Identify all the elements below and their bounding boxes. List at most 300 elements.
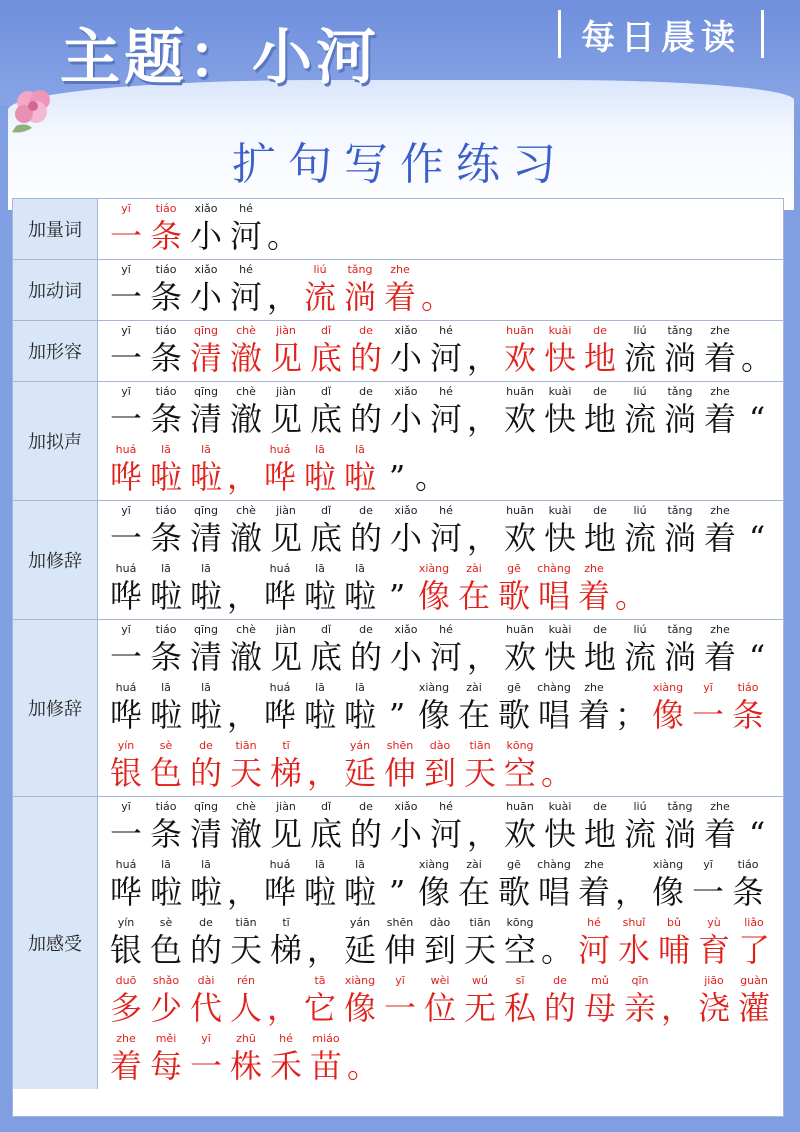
pinyin: de (359, 623, 373, 636)
char-cell (306, 384, 346, 438)
pinyin: huān (506, 385, 534, 398)
added-word-char (494, 561, 534, 615)
char-cell (260, 561, 300, 615)
char-cell (540, 503, 580, 557)
char-cell (700, 323, 740, 377)
char-cell (106, 384, 146, 438)
row-label: 加修辞 (13, 620, 98, 796)
pinyin: shēn (386, 739, 414, 752)
pinyin: tǎng (667, 800, 693, 813)
exercise-row (13, 199, 783, 260)
added-word-char (540, 323, 580, 377)
hanzi: ” (388, 873, 406, 911)
char-cell (494, 857, 534, 911)
hanzi: 的 (543, 989, 576, 1027)
pinyin: jiāo (704, 974, 724, 987)
pinyin: dǐ (320, 385, 332, 398)
hanzi: 底 (309, 339, 342, 377)
pinyin: liú (633, 385, 647, 398)
char-cell (346, 384, 386, 438)
char-cell (146, 262, 186, 316)
char-cell (460, 915, 500, 969)
pinyin: qīng (194, 385, 218, 398)
hanzi: 啦 (189, 696, 222, 734)
pinyin: duō (115, 974, 137, 987)
hanzi: ， (266, 989, 299, 1027)
added-word-char (420, 738, 460, 792)
char-cell (580, 799, 620, 853)
pinyin: huá (269, 858, 291, 871)
char-cell (700, 622, 740, 676)
hanzi: 淌 (663, 339, 696, 377)
hanzi: 在 (457, 696, 490, 734)
added-word-char (614, 915, 654, 969)
pinyin: tǎng (667, 385, 693, 398)
pinyin: tā (314, 974, 326, 987)
pinyin: gē (507, 562, 521, 575)
hanzi: 条 (731, 873, 764, 911)
added-word-char (226, 1031, 266, 1085)
char-cell (414, 680, 454, 734)
hanzi: 歌 (497, 696, 530, 734)
hanzi: 梯 (269, 931, 302, 969)
char-cell (146, 915, 186, 969)
char-cell (540, 915, 574, 969)
pinyin: yán (349, 739, 371, 752)
hanzi: 欢 (503, 519, 536, 557)
hanzi: 着 (703, 339, 736, 377)
pinyin: yī (121, 385, 131, 398)
hanzi: 流 (623, 519, 656, 557)
pinyin: chè (236, 800, 256, 813)
char-cell (426, 323, 466, 377)
pinyin: liú (633, 504, 647, 517)
added-word-char (146, 1031, 186, 1085)
pinyin: jiàn (276, 504, 296, 517)
hanzi: 着 (577, 577, 610, 615)
text-line (106, 384, 783, 442)
added-word-char (380, 738, 420, 792)
text-line (106, 973, 783, 1031)
pinyin: qīng (194, 504, 218, 517)
char-cell (106, 915, 146, 969)
hanzi: 株 (229, 1047, 262, 1085)
hanzi: 啦 (303, 696, 336, 734)
hanzi: 着 (703, 815, 736, 853)
pinyin: chè (236, 623, 256, 636)
pinyin: lā (161, 681, 171, 694)
char-cell (466, 503, 500, 557)
char-cell (386, 323, 426, 377)
hanzi: 河 (229, 278, 262, 316)
pinyin: huān (506, 800, 534, 813)
char-cell (300, 561, 340, 615)
hanzi: 啦 (303, 577, 336, 615)
hanzi: 地 (583, 815, 616, 853)
hanzi: 一 (109, 815, 142, 853)
char-cell (146, 622, 186, 676)
hanzi: 小 (389, 815, 422, 853)
hanzi: ， (226, 696, 259, 734)
hanzi: 色 (149, 931, 182, 969)
char-cell (414, 857, 454, 911)
hanzi: 哺 (657, 931, 690, 969)
pinyin: de (359, 800, 373, 813)
pinyin: shǎo (152, 974, 180, 987)
pinyin: de (593, 385, 607, 398)
char-cell (580, 384, 620, 438)
added-word-char (340, 973, 380, 1027)
hanzi: ” (388, 696, 406, 734)
pinyin: liú (633, 623, 647, 636)
hanzi: 清 (189, 339, 222, 377)
char-cell (186, 561, 226, 615)
hanzi: 。 (414, 458, 447, 496)
char-cell (266, 201, 300, 255)
added-word-char (146, 442, 186, 496)
char-cell (306, 622, 346, 676)
pinyin: lā (201, 681, 211, 694)
hanzi: ， (466, 815, 499, 853)
char-cell (346, 799, 386, 853)
pinyin: tiān (235, 739, 257, 752)
hanzi: ， (306, 754, 339, 792)
hanzi: 。 (266, 217, 299, 255)
hanzi: 唱 (537, 696, 570, 734)
char-cell (106, 323, 146, 377)
pinyin: xiǎo (394, 385, 418, 398)
pinyin: yán (349, 916, 371, 929)
morning-reading-badge (558, 10, 764, 58)
hanzi: 条 (149, 638, 182, 676)
added-word-char (694, 915, 734, 969)
char-cell (266, 799, 306, 853)
pinyin: de (359, 324, 373, 337)
hanzi: 小 (189, 278, 222, 316)
char-cell (620, 799, 660, 853)
hanzi: 哗 (263, 458, 296, 496)
hanzi: 条 (149, 339, 182, 377)
hanzi: 地 (583, 638, 616, 676)
pinyin: yín (117, 916, 135, 929)
pinyin: qīng (194, 800, 218, 813)
added-word-char (500, 323, 540, 377)
char-cell (466, 384, 500, 438)
pinyin: chè (236, 324, 256, 337)
hanzi: ； (614, 696, 647, 734)
char-cell (500, 503, 540, 557)
hanzi: 像 (417, 696, 450, 734)
hanzi: 。 (346, 1047, 379, 1085)
hanzi: 河 (429, 400, 462, 438)
pinyin: guàn (740, 974, 768, 987)
char-cell (660, 503, 700, 557)
hanzi: 见 (269, 339, 302, 377)
char-cell (186, 799, 226, 853)
char-cell (226, 799, 266, 853)
pinyin: tiáo (155, 324, 177, 337)
added-word-char (260, 442, 300, 496)
pinyin: dào (429, 916, 451, 929)
added-word-char (266, 1031, 306, 1085)
pinyin: hé (239, 202, 253, 215)
char-cell (574, 857, 614, 911)
char-cell (580, 503, 620, 557)
pinyin: měi (155, 1032, 177, 1045)
pinyin: tiān (469, 739, 491, 752)
text-line (106, 442, 783, 500)
char-cell (306, 915, 340, 969)
hanzi: 淌 (343, 278, 376, 316)
hanzi: 清 (189, 519, 222, 557)
pinyin: jiàn (276, 800, 296, 813)
pinyin: hé (239, 263, 253, 276)
pinyin: hé (279, 1032, 293, 1045)
char-cell (500, 915, 540, 969)
row-label: 加动词 (13, 260, 98, 320)
char-cell (340, 915, 380, 969)
added-word-char (300, 973, 340, 1027)
hanzi: 的 (349, 815, 382, 853)
hanzi: 欢 (503, 339, 536, 377)
exercise-table (12, 198, 784, 1117)
pinyin: zhe (116, 1032, 136, 1045)
char-cell (534, 680, 574, 734)
hanzi: 条 (149, 217, 182, 255)
char-cell (186, 201, 226, 255)
added-word-char (226, 738, 266, 792)
pinyin: xiǎo (394, 800, 418, 813)
added-word-char (346, 1031, 380, 1085)
char-cell (146, 384, 186, 438)
hanzi: 底 (309, 519, 342, 557)
added-word-char (414, 561, 454, 615)
hanzi: 空 (503, 754, 536, 792)
row-label: 加形容 (13, 321, 98, 381)
hanzi: ， (226, 458, 259, 496)
pinyin: gē (507, 858, 521, 871)
pinyin: tǎng (667, 623, 693, 636)
hanzi: 澈 (229, 400, 262, 438)
hanzi: 快 (543, 339, 576, 377)
added-word-char (574, 561, 614, 615)
added-word-char (380, 262, 420, 316)
row-content (98, 199, 783, 259)
char-cell (300, 857, 340, 911)
char-cell (186, 857, 226, 911)
pinyin: de (593, 800, 607, 813)
added-word-char (614, 561, 648, 615)
hanzi: 天 (229, 754, 262, 792)
pinyin: zhe (710, 623, 730, 636)
hanzi: 空 (503, 931, 536, 969)
hanzi: 见 (269, 519, 302, 557)
hanzi: 河 (429, 519, 462, 557)
char-cell (106, 799, 146, 853)
pinyin: de (553, 974, 567, 987)
pinyin: zhe (710, 385, 730, 398)
pinyin: chàng (537, 681, 571, 694)
pinyin: yī (121, 263, 131, 276)
pinyin: yī (121, 800, 131, 813)
pinyin: zài (466, 681, 482, 694)
char-cell (620, 622, 660, 676)
char-cell (426, 799, 466, 853)
added-word-char (186, 973, 226, 1027)
char-cell (186, 622, 226, 676)
hanzi: 快 (543, 638, 576, 676)
char-cell (466, 622, 500, 676)
hanzi: 的 (349, 638, 382, 676)
char-cell (386, 622, 426, 676)
char-cell (380, 857, 414, 911)
char-cell (266, 384, 306, 438)
hanzi: 澈 (229, 519, 262, 557)
pinyin: huá (115, 443, 137, 456)
added-word-char (380, 973, 420, 1027)
pinyin: sī (515, 974, 525, 987)
added-word-char (620, 973, 660, 1027)
added-word-char (186, 1031, 226, 1085)
char-cell (106, 857, 146, 911)
hanzi: 淌 (663, 519, 696, 557)
char-cell (340, 561, 380, 615)
char-cell (340, 857, 380, 911)
hanzi: 了 (737, 931, 770, 969)
pinyin: zài (466, 562, 482, 575)
char-cell (540, 622, 580, 676)
char-cell (380, 442, 414, 496)
char-cell (386, 503, 426, 557)
hanzi: “ (748, 519, 766, 557)
char-cell (266, 915, 306, 969)
char-cell (146, 799, 186, 853)
pinyin: xiàng (652, 681, 684, 694)
char-cell (454, 857, 494, 911)
pinyin: lā (161, 858, 171, 871)
pinyin: huān (506, 504, 534, 517)
hanzi: 欢 (503, 400, 536, 438)
row-label: 加修辞 (13, 501, 98, 619)
text-line (106, 503, 783, 561)
pinyin: de (199, 916, 213, 929)
pinyin: gē (507, 681, 521, 694)
hanzi: 哗 (109, 577, 142, 615)
pinyin: huān (506, 623, 534, 636)
hanzi: 河 (429, 339, 462, 377)
hanzi: 底 (309, 400, 342, 438)
added-word-char (146, 201, 186, 255)
char-cell (500, 622, 540, 676)
char-cell (426, 622, 466, 676)
hanzi: 像 (417, 873, 450, 911)
char-cell (106, 262, 146, 316)
text-line (106, 323, 783, 381)
pinyin: kuài (548, 623, 572, 636)
pinyin: zài (466, 858, 482, 871)
pinyin: hé (439, 800, 453, 813)
hanzi: 一 (691, 696, 724, 734)
pinyin: de (593, 504, 607, 517)
pinyin: xiǎo (194, 202, 218, 215)
hanzi: 条 (149, 815, 182, 853)
char-cell (540, 384, 580, 438)
hanzi: 啦 (303, 458, 336, 496)
added-word-char (540, 973, 580, 1027)
char-cell (186, 680, 226, 734)
pinyin: tī (282, 916, 290, 929)
pinyin: yín (117, 739, 135, 752)
pinyin: huá (269, 443, 291, 456)
added-word-char (106, 738, 146, 792)
exercise-row (13, 260, 783, 321)
char-cell (260, 680, 300, 734)
pinyin: zhe (710, 324, 730, 337)
hanzi: 着 (703, 519, 736, 557)
added-word-char (500, 738, 540, 792)
pinyin: dǐ (320, 800, 332, 813)
hanzi: 河 (229, 217, 262, 255)
hanzi: 啦 (343, 458, 376, 496)
added-word-char (728, 680, 768, 734)
hanzi: 地 (583, 519, 616, 557)
char-cell (146, 503, 186, 557)
pinyin: qīng (194, 324, 218, 337)
hanzi: 苗 (309, 1047, 342, 1085)
char-cell (340, 680, 380, 734)
added-word-char (734, 973, 774, 1027)
pinyin: hé (439, 504, 453, 517)
pinyin: dǐ (320, 504, 332, 517)
char-cell (620, 384, 660, 438)
hanzi: 流 (623, 400, 656, 438)
added-word-char (420, 262, 454, 316)
hanzi: 啦 (149, 873, 182, 911)
char-cell (306, 799, 346, 853)
char-cell (266, 262, 300, 316)
char-cell (226, 201, 266, 255)
hanzi: 河 (429, 815, 462, 853)
char-cell (346, 622, 386, 676)
hanzi: 。 (540, 754, 573, 792)
added-word-char (106, 1031, 146, 1085)
pinyin: hé (439, 623, 453, 636)
pinyin: wèi (430, 974, 450, 987)
hanzi: 延 (343, 931, 376, 969)
added-word-char (460, 973, 500, 1027)
pinyin: tiáo (155, 202, 177, 215)
pinyin: lā (315, 681, 325, 694)
pinyin: qīn (631, 974, 649, 987)
char-cell (740, 323, 774, 377)
hanzi: 银 (109, 931, 142, 969)
hanzi: 着 (109, 1047, 142, 1085)
hanzi: 流 (623, 339, 656, 377)
pinyin: sè (159, 916, 173, 929)
pinyin: zhe (390, 263, 410, 276)
hanzi: ， (466, 519, 499, 557)
hanzi: 唱 (537, 873, 570, 911)
hanzi: 澈 (229, 339, 262, 377)
hanzi: ， (266, 278, 299, 316)
hanzi: 私 (503, 989, 536, 1027)
char-cell (740, 622, 774, 676)
char-cell (620, 503, 660, 557)
pinyin: xiàng (344, 974, 376, 987)
hanzi: 像 (651, 696, 684, 734)
pinyin: miáo (312, 1032, 340, 1045)
row-content (98, 382, 783, 500)
